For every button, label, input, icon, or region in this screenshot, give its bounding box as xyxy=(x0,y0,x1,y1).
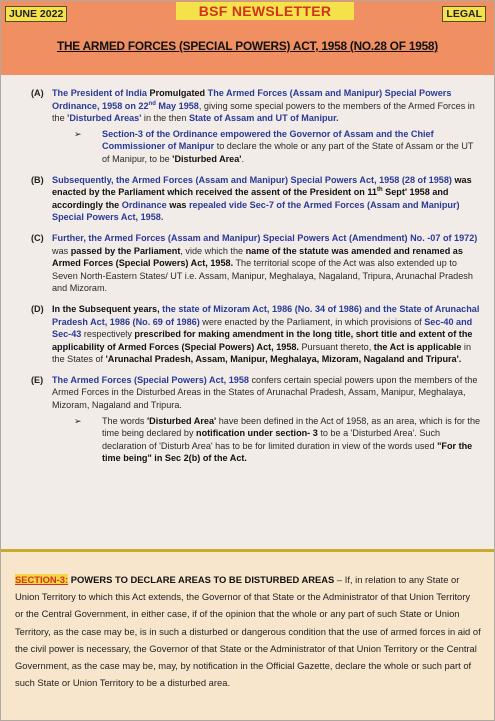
main-content xyxy=(31,87,483,473)
section-3-box xyxy=(1,552,494,720)
section-d-text: In the Subsequent years, xyxy=(52,303,160,314)
bullet-text: . xyxy=(241,153,244,164)
section-a-text: in the then xyxy=(141,113,189,124)
section-a-text: State of Assam and UT of Manipur. xyxy=(188,113,339,124)
section-b-label: (B) xyxy=(31,174,44,185)
newsletter-title: BSF NEWSLETTER xyxy=(176,2,354,20)
section-b-text: was xyxy=(166,199,189,210)
section-3-heading: POWERS TO DECLARE AREAS TO BE DISTURBED AREAS xyxy=(68,574,335,585)
section-c-text: name of the statute was amended and renamed as Armed Forces (Special Powers) Act, 1958. xyxy=(52,245,463,269)
section-d xyxy=(31,303,483,366)
section-d-text: the Act is applicable xyxy=(373,341,462,352)
section-b-text: was enacted by the Parliament which received the assent of the President on 11 xyxy=(52,174,472,198)
section-a-bullet xyxy=(52,128,483,166)
section-a-text: Promulgated xyxy=(147,88,208,98)
section-e-text: confers certain special powers upon the members of the Armed Forces in the Disturbed Areas in the States of Arunachal Pradesh, Assam, Manipur, Meghalaya, Mizoram, Nagaland and Tripura. xyxy=(52,374,478,411)
section-e xyxy=(31,374,483,465)
section-b xyxy=(31,174,483,224)
section-a-label: (A) xyxy=(31,88,44,98)
section-c-text: was xyxy=(52,245,71,256)
section-e-text: The Armed Forces (Special Powers) Act, 1958 xyxy=(52,374,249,385)
section-c-text: passed by the Parliament xyxy=(70,245,181,256)
section-c-text: Further, the Armed Forces (Assam and Manipur) Special Powers Act (Amendment) No. -07 of 1972) xyxy=(52,232,478,243)
bullet-text: "For the time being" in Sec 2(b) of the Act. xyxy=(102,440,473,464)
section-d-text: 'Arunachal Pradesh, Assam, Manipur, Meghalaya, Mizoram, Nagaland and Tripura'. xyxy=(105,354,462,365)
section-e-label: (E) xyxy=(31,374,44,385)
arrow-bullet-icon: ➢ xyxy=(74,128,82,139)
section-e-bullet xyxy=(52,415,483,465)
section-d-text: prescribed for making amendment in the long title, short title and extent of the applicability of Armed Forces (Special Powers) Act, 1958. xyxy=(52,329,473,352)
section-b-text: Ordinance xyxy=(121,199,167,210)
bullet-text: have been defined in the Act of 1958, as an area, which is for the time being declared by xyxy=(102,415,481,439)
section-3-label: SECTION-3: xyxy=(15,574,69,585)
arrow-bullet-icon: ➢ xyxy=(74,415,82,426)
bullet-text: 'Disturbed Area' xyxy=(146,415,217,426)
section-d-text: Sec-40 and Sec-43 xyxy=(52,316,473,340)
section-a-text: 'Disturbed Areas' xyxy=(67,113,142,124)
issue-date-badge: JUNE 2022 xyxy=(5,6,67,22)
section-d-label: (D) xyxy=(31,303,44,314)
section-a-text: May 1958 xyxy=(155,100,199,111)
section-d-text: in the States of xyxy=(52,341,471,365)
bullet-text: The words xyxy=(102,415,147,426)
section-a xyxy=(31,87,483,166)
header-band xyxy=(1,1,494,75)
section-c-label: (C) xyxy=(31,232,44,243)
bullet-text: 'Disturbed Area' xyxy=(172,153,242,164)
section-b-text: repealed vide Sec-7 of the Armed Forces (Assam and Manipur) Special Powers Act, 1958. xyxy=(52,199,460,223)
section-b-superscript: th xyxy=(376,187,383,194)
bullet-text: notification under section- 3 xyxy=(196,428,318,439)
category-badge: LEGAL xyxy=(442,6,486,22)
section-c-text: The territorial scope of the Act was also extended up to Seven North-Eastern States/ UT i.e. Assam, Manipur, Meghalaya, Nagaland, Tripura, Arunachal Pradesh and Mizoram. xyxy=(52,258,473,294)
page-headline: THE ARMED FORCES (SPECIAL POWERS) ACT, 1958 (NO.28 OF 1958) xyxy=(56,39,439,53)
section-b-text: Subsequently, the Armed Forces (Assam and Manipur) Special Powers Act, 1958 (28 of 1958) xyxy=(52,174,452,185)
section-d-text: were enacted by the Parliament, in which provisions of xyxy=(199,316,425,327)
section-a-text: , giving some special powers to the members of the Armed Forces in the xyxy=(52,100,475,124)
section-a-superscript: nd xyxy=(148,100,156,107)
bullet-text: Section-3 of the Ordinance empowered the Governor of Assam and the Chief Commissioner of Manipur xyxy=(102,128,434,152)
section-b-text: Sept' 1958 and accordingly the xyxy=(52,187,449,210)
section-a-text: The Armed Forces (Assam and Manipur) Special Powers Ordinance, 1958 on 22 xyxy=(52,88,452,111)
section-c xyxy=(31,232,483,295)
bullet-text: to be a 'Disturbed Area'. Such declaration of 'Disturb Area' has to be for limited duration in view of the words used xyxy=(102,428,441,451)
section-3-body: – If, in relation to any State or Union Territory to which this Act extends, the Governor of that State or the Administrator of that Union Territory or the Central Government, in either case, if of the opinion that the whole or any part of such State or Union Territory, as the case may be, is in such a disturbed or dangerous condition that the use of armed forces in aid of the civil power is necessary, the Governor of that State or the Administrator of that Union Territory or the Central Government, as the case may be, may, by notification in the Official Gazette, declare the whole or such part of such State or Union Territory to be a disturbed area. xyxy=(15,574,481,689)
section-c-text: , vide which the xyxy=(180,245,246,256)
section-a-text: The President of India xyxy=(52,88,147,98)
bullet-text: to declare the whole or any part of the State of Assam or the UT of Manipur, to be xyxy=(102,141,474,164)
section-d-text: respectively xyxy=(81,329,135,340)
section-d-text: Pursuant thereto, xyxy=(298,341,374,352)
section-d-text: the state of Mizoram Act, 1986 (No. 34 of 1986) and the State of Arunachal Pradesh Act, 1986 (No. 69 of 1986) xyxy=(52,303,480,327)
section-3-text xyxy=(15,571,481,691)
